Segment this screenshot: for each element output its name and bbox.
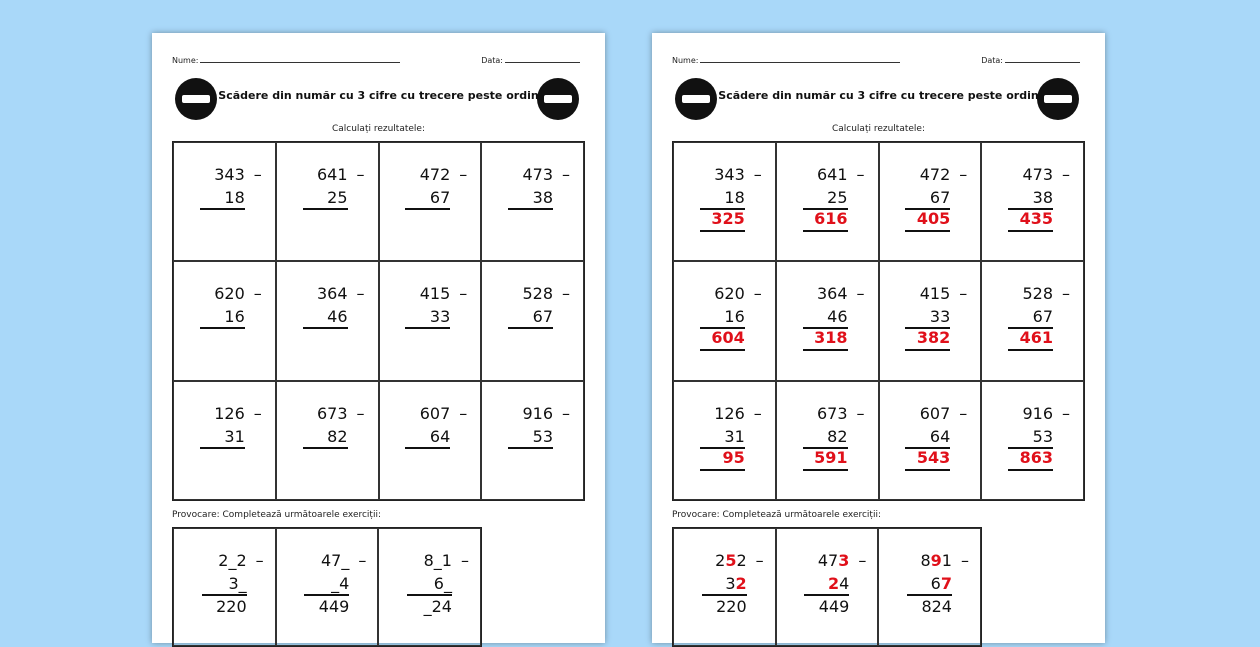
subtrahend — [828, 574, 849, 593]
minuend: 472 — [419, 165, 451, 184]
subtrahend: 53 — [532, 426, 553, 446]
minuend: 607 — [419, 403, 451, 423]
challenge-answer-grid — [672, 527, 982, 647]
result-line — [303, 447, 348, 449]
subtrahend — [725, 574, 746, 593]
minuend — [920, 551, 952, 570]
minuend: 472 — [919, 165, 951, 184]
minuend: 343 — [714, 165, 745, 184]
problem-cell — [481, 142, 584, 261]
result-line — [202, 594, 247, 596]
minus-sign: – — [562, 284, 570, 304]
minuend: 364 — [816, 284, 848, 304]
minus-sign: – — [856, 403, 865, 423]
minuend: 641 — [316, 165, 348, 184]
subtrahend: 46 — [827, 307, 848, 327]
subtrahend: 18 — [724, 188, 745, 207]
minuend: 415 — [919, 284, 951, 304]
result-line — [303, 327, 348, 329]
result-line — [804, 594, 849, 596]
subtrahend: 67 — [1032, 307, 1053, 327]
page-title: Scădere din număr cu 3 cifre cu trecere peste ordin — [718, 89, 1039, 102]
result: _24 — [423, 597, 452, 616]
subtrahend: _4 — [331, 574, 350, 593]
result-underline — [905, 349, 950, 351]
result: 449 — [318, 597, 350, 616]
result-underline — [803, 230, 848, 232]
minus-sign: – — [253, 403, 262, 423]
challenge-cell — [776, 528, 879, 646]
minus-sign: – — [856, 284, 865, 304]
minus-sign: – — [459, 284, 468, 304]
subtrahend: 25 — [327, 188, 348, 207]
result: 220 — [216, 597, 247, 616]
result: 449 — [818, 597, 850, 616]
result: 325 — [711, 209, 745, 228]
minuend: 528 — [522, 284, 553, 304]
digit: 2 — [736, 551, 747, 570]
minuend: 343 — [214, 165, 245, 184]
minuend: 673 — [316, 403, 348, 423]
result-line — [405, 208, 450, 210]
minus-sign: – — [755, 551, 764, 570]
result-line — [407, 594, 452, 596]
filled-digit: 2 — [828, 574, 840, 593]
subtrahend: 53 — [1032, 426, 1053, 446]
result-underline — [700, 349, 745, 351]
problem-cell — [481, 381, 584, 500]
subtrahend: 3_ — [228, 574, 247, 593]
minuend — [818, 551, 850, 570]
minus-sign: – — [562, 403, 570, 423]
subtrahend: 38 — [1032, 188, 1053, 207]
subtrahend: 46 — [327, 307, 348, 327]
minus-sign: – — [753, 284, 762, 304]
minus-sign: – — [856, 165, 865, 184]
filled-digit: 7 — [940, 574, 952, 593]
problem-cell — [981, 381, 1084, 500]
problem-cell — [776, 381, 879, 500]
challenge-label: Provocare: Completează următoarele exerciții: — [672, 510, 881, 520]
minus-sign: – — [959, 284, 968, 304]
result: 220 — [716, 597, 747, 616]
result: 405 — [916, 209, 951, 228]
challenge-label: Provocare: Completează următoarele exerciții: — [172, 510, 381, 520]
minuend: 364 — [316, 284, 348, 304]
result: 863 — [1019, 447, 1053, 467]
name-field: Nume: — [172, 53, 400, 65]
problem-cell — [173, 142, 276, 261]
minuend: 916 — [522, 403, 553, 423]
instructions: Calculați rezultatele: — [331, 124, 425, 134]
name-field: Nume: — [672, 53, 900, 65]
problem-cell — [879, 142, 982, 261]
challenge-cell — [173, 528, 276, 646]
problem-cell — [379, 142, 482, 261]
minuend: 607 — [919, 403, 951, 423]
problem-cell — [673, 142, 776, 261]
subtrahend: 18 — [224, 188, 245, 207]
instructions: Calculați rezultatele: — [831, 124, 925, 134]
problem-cell — [879, 381, 982, 500]
minus-sign: – — [858, 551, 867, 570]
problem-cell — [776, 261, 879, 380]
challenge-cell — [673, 528, 776, 646]
challenge-cell — [276, 528, 379, 646]
subtrahend: 67 — [929, 188, 951, 207]
minus-sign: – — [253, 165, 262, 184]
minus-sign: – — [959, 165, 968, 184]
filled-digit: 5 — [725, 551, 737, 570]
result-line — [200, 208, 245, 210]
result-underline — [700, 230, 745, 232]
result-line — [405, 327, 450, 329]
problem-cell — [276, 261, 379, 380]
problem-grid — [172, 141, 585, 501]
subtrahend: 64 — [429, 426, 451, 446]
result: 604 — [711, 328, 745, 348]
digit: 6 — [930, 574, 941, 593]
problem-cell — [379, 381, 482, 500]
challenge-cell — [378, 528, 481, 646]
minus-sign: – — [459, 403, 468, 423]
result-line — [508, 447, 553, 449]
result: 824 — [921, 597, 952, 616]
subtrahend: 82 — [327, 426, 348, 446]
result-line — [907, 594, 952, 596]
subtrahend: 25 — [827, 188, 848, 207]
minuend: 473 — [522, 165, 553, 184]
minus-sign: – — [356, 165, 365, 184]
subtrahend: 67 — [429, 188, 451, 207]
minuend: 620 — [214, 284, 245, 304]
subtrahend — [931, 574, 952, 593]
minus-sign: – — [960, 551, 969, 570]
result-underline — [1008, 469, 1053, 471]
digit: 1 — [941, 551, 952, 570]
result-underline — [803, 469, 848, 471]
worksheet-page — [152, 33, 605, 643]
result-underline — [1008, 349, 1053, 351]
result-line — [508, 327, 553, 329]
minuend: 641 — [816, 165, 848, 184]
minuend: 126 — [214, 403, 245, 423]
date-field: Data: — [481, 53, 580, 65]
problem-cell — [276, 142, 379, 261]
answer-key-page — [652, 33, 1105, 643]
minus-sign: – — [356, 284, 365, 304]
filled-digit: 2 — [735, 574, 747, 593]
minus-sign: – — [753, 165, 762, 184]
result-underline — [905, 469, 950, 471]
result-line — [200, 327, 245, 329]
digit: 47 — [817, 551, 839, 570]
minus-sign: – — [255, 551, 264, 570]
minuend: 473 — [1022, 165, 1053, 184]
filled-digit: 3 — [838, 551, 850, 570]
problem-cell — [379, 261, 482, 380]
digit: 2 — [715, 551, 726, 570]
subtrahend: 6_ — [433, 574, 452, 593]
subtrahend: 67 — [532, 307, 553, 327]
minus-sign: – — [562, 165, 570, 184]
problem-cell — [981, 261, 1084, 380]
result: 461 — [1019, 328, 1053, 348]
result: 318 — [814, 328, 848, 348]
challenge-grid — [172, 527, 482, 647]
page-title: Scădere din număr cu 3 cifre cu trecere peste ordin — [218, 89, 539, 102]
result: 543 — [916, 447, 951, 467]
result-line — [702, 594, 747, 596]
subtrahend: 64 — [929, 426, 951, 446]
problem-cell — [276, 381, 379, 500]
result-underline — [1008, 230, 1053, 232]
minuend: 620 — [714, 284, 745, 304]
subtrahend: 82 — [827, 426, 848, 446]
result-line — [304, 594, 349, 596]
date-field: Data: — [981, 53, 1080, 65]
result-line — [200, 447, 245, 449]
result-underline — [803, 349, 848, 351]
subtrahend: 16 — [224, 307, 245, 327]
problem-cell — [173, 381, 276, 500]
header-row — [172, 53, 580, 67]
subtrahend: 38 — [532, 188, 553, 207]
problem-cell — [981, 142, 1084, 261]
result: 591 — [814, 447, 848, 467]
minus-sign: – — [356, 403, 365, 423]
challenge-cell — [878, 528, 981, 646]
digit: 4 — [839, 574, 850, 593]
minuend: 47_ — [320, 551, 350, 570]
subtrahend: 33 — [929, 307, 951, 327]
minuend: 415 — [419, 284, 451, 304]
subtrahend: 31 — [224, 426, 245, 446]
minus-sign: – — [358, 551, 367, 570]
result: 95 — [722, 447, 745, 467]
answer-grid — [672, 141, 1085, 501]
problem-cell — [673, 381, 776, 500]
subtrahend: 31 — [724, 426, 745, 446]
problem-cell — [673, 261, 776, 380]
header-row — [672, 53, 1080, 67]
minuend: 528 — [1022, 284, 1053, 304]
result: 382 — [916, 328, 951, 348]
minus-sign: – — [1062, 403, 1070, 423]
problem-cell — [481, 261, 584, 380]
result: 435 — [1019, 209, 1053, 228]
result: 616 — [814, 209, 848, 228]
result-line — [508, 208, 553, 210]
result-underline — [905, 230, 950, 232]
problem-cell — [776, 142, 879, 261]
minus-sign: – — [459, 165, 468, 184]
minuend: 2_2 — [218, 551, 247, 570]
filled-digit: 9 — [930, 551, 942, 570]
minuend — [715, 551, 747, 570]
minus-sign: – — [753, 403, 762, 423]
result-underline — [700, 469, 745, 471]
subtrahend: 33 — [429, 307, 451, 327]
minus-sign: – — [253, 284, 262, 304]
problem-cell — [879, 261, 982, 380]
result-line — [405, 447, 450, 449]
minuend: 126 — [714, 403, 745, 423]
problem-cell — [173, 261, 276, 380]
minuend: 8_1 — [423, 551, 452, 570]
subtrahend: 16 — [724, 307, 745, 327]
result-line — [303, 208, 348, 210]
minus-sign: – — [1062, 284, 1070, 304]
minuend: 673 — [816, 403, 848, 423]
minus-sign: – — [1062, 165, 1070, 184]
minus-sign: – — [959, 403, 968, 423]
digit: 3 — [725, 574, 736, 593]
digit: 8 — [920, 551, 931, 570]
minuend: 916 — [1022, 403, 1053, 423]
minus-sign: – — [460, 551, 469, 570]
